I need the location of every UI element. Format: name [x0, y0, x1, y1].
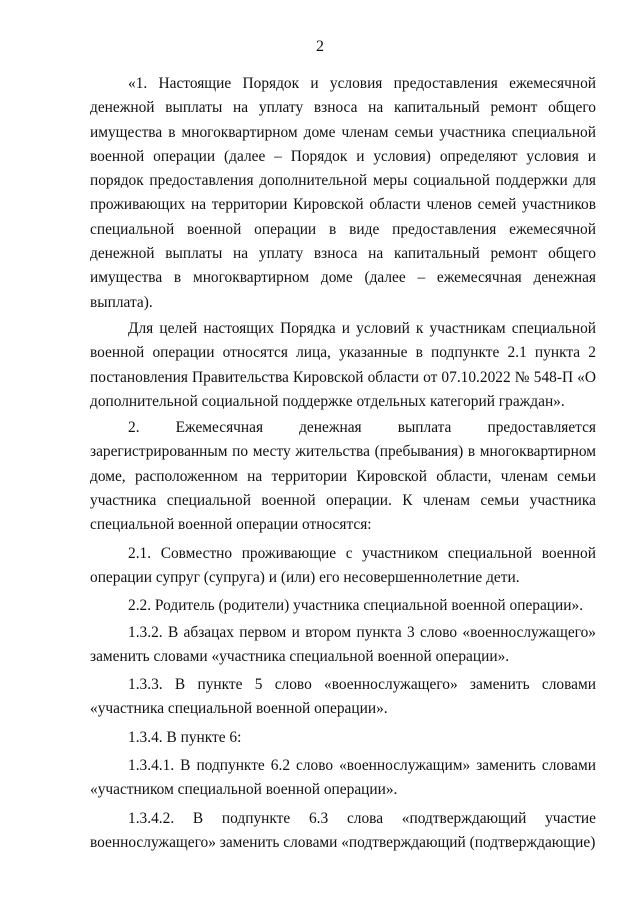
paragraph-1-intro: «1. Настоящие Порядок и условия предоставления ежемесячной денежной выплаты на уплату взноса на капитальный ремонт общего имущества в многоквартирном доме членам семьи участника специальной военной операции (далее – Порядок и условия) определяют условия и порядок предоставления дополнительной меры социальной поддержки для проживающих на территории Кировской области членов семей участников специальной военной операции в виде предоставления ежемесячной денежной выплаты на уплату взноса на капитальный ремонт общего имущества в многоквартирном доме (далее – ежемесячная денежная выплата). [90, 75, 596, 311]
paragraph-1-3-3: 1.3.3. В пункте 5 слово «военнослужащего» заменить словами «участника специальной военной операции». [90, 676, 596, 718]
paragraph-2-payment: 2. Ежемесячная денежная выплата предоставляется зарегистрированным по месту жительства (пребывания) в многоквартирном доме, расположенном на территории Кировской области, членам семьи участника специальной военной операции. К членам семьи участника специальной военной операции относятся: [90, 419, 596, 534]
paragraph-2-2: 2.2. Родитель (родители) участника специальной военной операции». [128, 597, 584, 615]
paragraph-1-3-4-2: 1.3.4.2. В подпункте 6.3 слова «подтверждающий участие военнослужащего» заменить словами «подтверждающий (подтверждающие) [90, 809, 596, 851]
paragraph-1-3-2: 1.3.2. В абзацах первом и втором пункта 3 слово «военнослужащего» заменить словами «участника специальной военной операции». [90, 623, 596, 665]
paragraph-1-3-4-1: 1.3.4.1. В подпункте 6.2 слово «военнослужащим» заменить словами «участником специальной военной операции». [90, 757, 596, 799]
paragraph-2-1: 2.1. Совместно проживающие с участником специальной военной операции супруг (супруга) и (или) его несовершеннолетние дети. [90, 544, 596, 586]
paragraph-definition: Для целей настоящих Порядка и условий к участникам специальной военной операции относятся лица, указанные в подпункте 2.1 пункта 2 постановления Правительства Кировской области от 07.10.2022 № 548-П «О дополнительной социальной поддержке отдельных категорий граждан». [90, 319, 596, 410]
page-number: 2 [316, 38, 324, 55]
document-body [90, 72, 596, 855]
paragraph-1-3-4: 1.3.4. В пункте 6: [128, 728, 242, 746]
